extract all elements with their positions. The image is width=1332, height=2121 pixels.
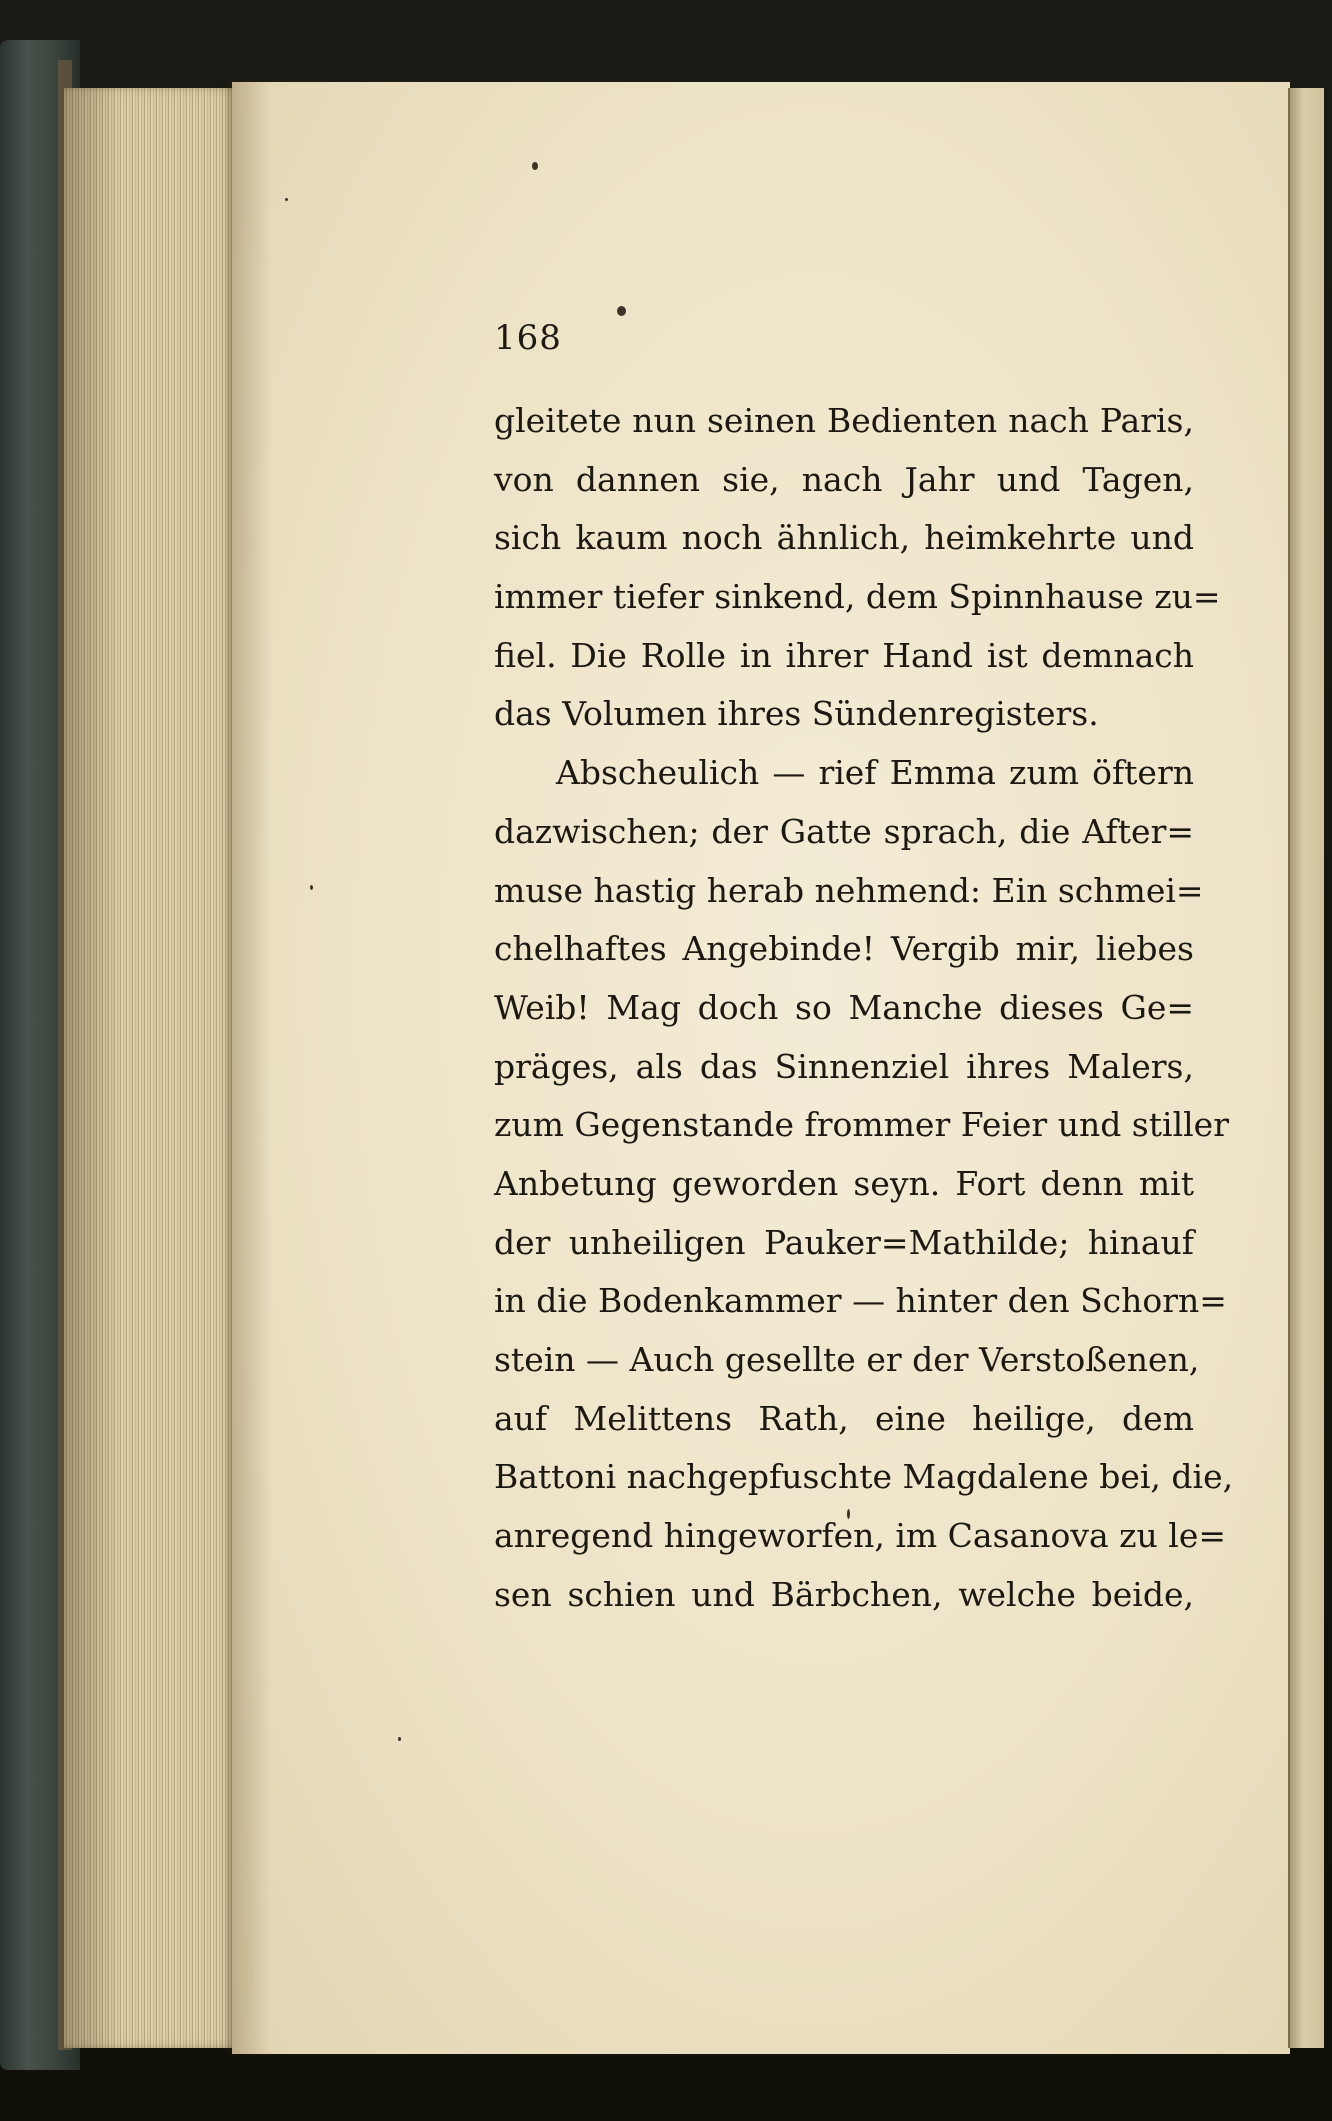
text-line: Abscheulich — rief Emma zum öftern	[556, 753, 1194, 793]
text-line: der unheiligen Pauker=Mathilde; hinauf	[494, 1222, 1194, 1262]
text-line: Anbetung geworden seyn. Fort denn mit	[494, 1163, 1194, 1203]
text-line: gleitete nun seinen Bedienten nach Paris,	[494, 401, 1194, 440]
next-page-edge	[1288, 88, 1324, 2048]
page-edges-shade	[64, 88, 254, 2048]
text-line: muse hastig herab nehmend: Ein schmei=	[494, 870, 1204, 910]
text-line: in die Bodenkammer — hinter den Schorn=	[494, 1281, 1227, 1321]
text-line: dazwischen; der Gatte sprach, die After=	[494, 811, 1194, 851]
text-line: präges, als das Sinnenziel ihres Malers,	[494, 1046, 1194, 1086]
ink-speck	[617, 306, 626, 316]
ink-speck	[398, 1737, 401, 1741]
text-line: immer tiefer sinkend, dem Spinnhause zu=	[494, 577, 1221, 617]
ink-speck	[310, 885, 313, 890]
ink-speck	[285, 198, 288, 201]
page-number: 168	[494, 318, 562, 358]
text-line: auf Melittens Rath, eine heilige, dem	[494, 1398, 1194, 1438]
text-line: anregend hingeworfen, im Casanova zu le=	[494, 1516, 1226, 1556]
text-line: zum Gegenstande frommer Feier und stiller	[494, 1105, 1229, 1145]
body-text	[494, 392, 1234, 1624]
page-gutter-shadow	[232, 82, 272, 2054]
text-line: fiel. Die Rolle in ihrer Hand ist demnach	[494, 635, 1194, 675]
text-line: stein — Auch gesellte er der Verstoßenen,	[494, 1340, 1200, 1379]
text-line: sen schien und Bärbchen, welche beide,	[494, 1574, 1194, 1614]
text-line: Weib! Mag doch so Manche dieses Ge=	[494, 987, 1194, 1027]
text-line: das Volumen ihres Sündenregisters.	[494, 694, 1099, 734]
text-line: von dannen sie, nach Jahr und Tagen,	[494, 459, 1194, 499]
text-line: chelhaftes Angebinde! Vergib mir, liebes	[494, 929, 1194, 969]
ink-speck	[532, 162, 538, 170]
text-line: Battoni nachgepfuschte Magdalene bei, die,	[494, 1457, 1234, 1497]
text-line: sich kaum noch ähnlich, heimkehrte und	[494, 518, 1194, 558]
